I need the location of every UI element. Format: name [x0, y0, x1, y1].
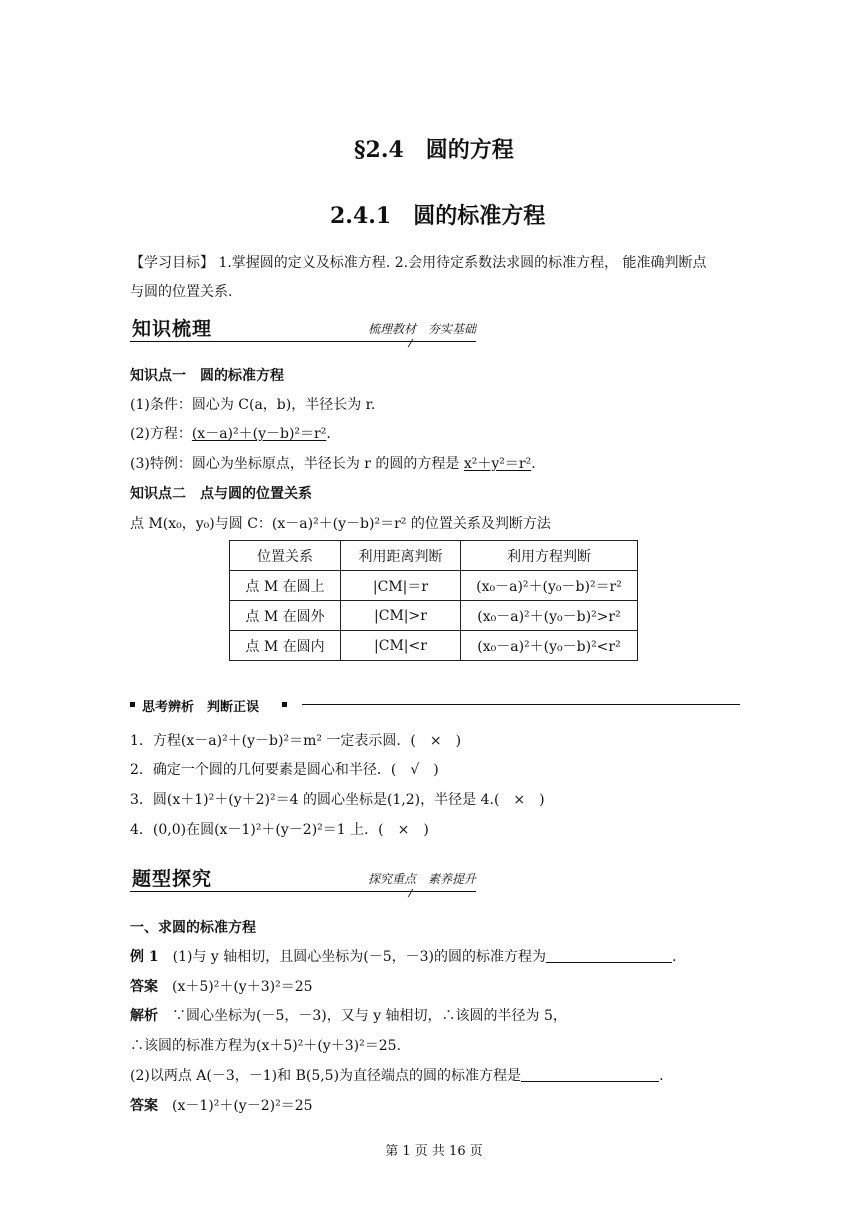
think-item: 3．圆(x＋1)²＋(y＋2)²＝4 的圆心坐标是(1,2)，半径是 4.( × )	[130, 792, 545, 808]
answer-text: (x＋5)²＋(y＋3)²＝25	[158, 979, 313, 995]
example-label: 例 1	[130, 949, 159, 965]
section-header-explore	[130, 864, 476, 892]
example-text: (2)以两点 A(－3，－1)和 B(5,5)为直径端点的圆的标准方程是	[130, 1068, 522, 1084]
table-cell: (x₀－a)²＋(y₀－b)²＝r²	[461, 571, 638, 601]
section-rule	[130, 341, 476, 342]
section-tag: 探究重点 素养提升	[367, 872, 476, 886]
table-cell: 点 M 在圆外	[230, 601, 341, 631]
think-item: 1．方程(x－a)²＋(y－b)²＝m² 一定表示圆．( × )	[130, 733, 462, 749]
section-rule	[130, 891, 476, 892]
table-cell: |CM|＝r	[341, 571, 461, 601]
think-item: 2．确定一个圆的几何要素是圆心和半径．( √ )	[130, 762, 439, 778]
kp1-special	[130, 454, 536, 474]
example-end: .	[659, 1068, 664, 1084]
answer-1-line	[130, 977, 313, 997]
table-cell: |CM|<r	[341, 631, 461, 661]
section-name: 知识梳理	[132, 318, 213, 340]
section-name: 题型探究	[132, 868, 213, 890]
objectives-label: 【学习目标】	[130, 255, 214, 271]
answer-label: 答案	[130, 1098, 158, 1114]
square-bullet-icon	[282, 702, 287, 707]
page-footer: 第 1 页 共 16 页	[385, 1144, 483, 1159]
think-item: 4．(0,0)在圆(x－1)²＋(y－2)²＝1 上．( × )	[130, 822, 429, 838]
kp2-heading: 知识点二 点与圆的位置关系	[130, 486, 312, 502]
table-header-row	[230, 541, 638, 571]
objectives-line-1	[130, 253, 707, 273]
part1-heading: 一、求圆的标准方程	[130, 920, 256, 936]
table-header-cell: 位置关系	[230, 541, 341, 571]
position-table	[229, 540, 638, 661]
square-bullet-icon	[130, 702, 135, 707]
table-cell: (x₀－a)²＋(y₀－b)²>r²	[461, 601, 638, 631]
subtitle: 2.4.1 圆的标准方程	[330, 203, 546, 229]
answer-blank	[521, 1067, 659, 1082]
table-cell: |CM|>r	[341, 601, 461, 631]
solution-line-1	[130, 1006, 567, 1026]
kp1-equation-label: (2)方程：	[130, 426, 192, 442]
table-cell: 点 M 在圆上	[230, 571, 341, 601]
objectives-line-2: 与圆的位置关系.	[130, 284, 233, 300]
answer-label: 答案	[130, 979, 158, 995]
table-row	[230, 631, 638, 661]
kp1-equation	[130, 424, 331, 444]
section-tag: 梳理教材 夯实基础	[367, 322, 476, 336]
example-2-line	[130, 1066, 664, 1086]
solution-text: ∵圆心坐标为(－5，－3)，又与 y 轴相切，∴该圆的半径为 5，	[158, 1008, 567, 1024]
example-1-line	[130, 947, 676, 967]
table-header-cell: 利用方程判断	[461, 541, 638, 571]
think-rule	[302, 704, 740, 705]
table-row	[230, 571, 638, 601]
table-row	[230, 601, 638, 631]
kp1-special-end: .	[531, 456, 536, 472]
example-text: (1)与 y 轴相切，且圆心坐标为(－5，－3)的圆的标准方程为	[158, 949, 547, 965]
kp1-equation-answer: (x－a)²＋(y－b)²＝r²	[191, 426, 327, 442]
kp1-special-answer: x²＋y²＝r²	[463, 456, 532, 472]
think-header	[130, 696, 740, 714]
kp1-equation-end: .	[326, 426, 331, 442]
main-title: §2.4 圆的方程	[354, 137, 514, 163]
objectives-text: 1.掌握圆的定义及标准方程. 2.会用待定系数法求圆的标准方程， 能准确判断点	[218, 255, 707, 271]
kp1-condition: (1)条件：圆心为 C(a，b)，半径长为 r.	[130, 397, 376, 413]
table-cell: 点 M 在圆内	[230, 631, 341, 661]
table-header-cell: 利用距离判断	[341, 541, 461, 571]
think-label: 思考辨析 判断正误	[142, 700, 260, 715]
solution-line-2: ∴该圆的标准方程为(x＋5)²＋(y＋3)²＝25.	[130, 1038, 401, 1054]
answer-blank	[546, 948, 672, 963]
answer-text: (x－1)²＋(y－2)²＝25	[158, 1098, 313, 1114]
solution-label: 解析	[130, 1008, 158, 1024]
example-end: .	[672, 949, 677, 965]
answer-2-line	[130, 1096, 313, 1116]
kp1-special-label: (3)特例：圆心为坐标原点，半径长为 r 的圆的方程是	[130, 456, 464, 472]
kp2-intro: 点 M(x₀，y₀)与圆 C：(x－a)²＋(y－b)²＝r² 的位置关系及判断方法	[130, 516, 551, 532]
table-cell: (x₀－a)²＋(y₀－b)²<r²	[461, 631, 638, 661]
section-header-knowledge	[130, 314, 476, 342]
kp1-heading: 知识点一 圆的标准方程	[130, 368, 284, 384]
